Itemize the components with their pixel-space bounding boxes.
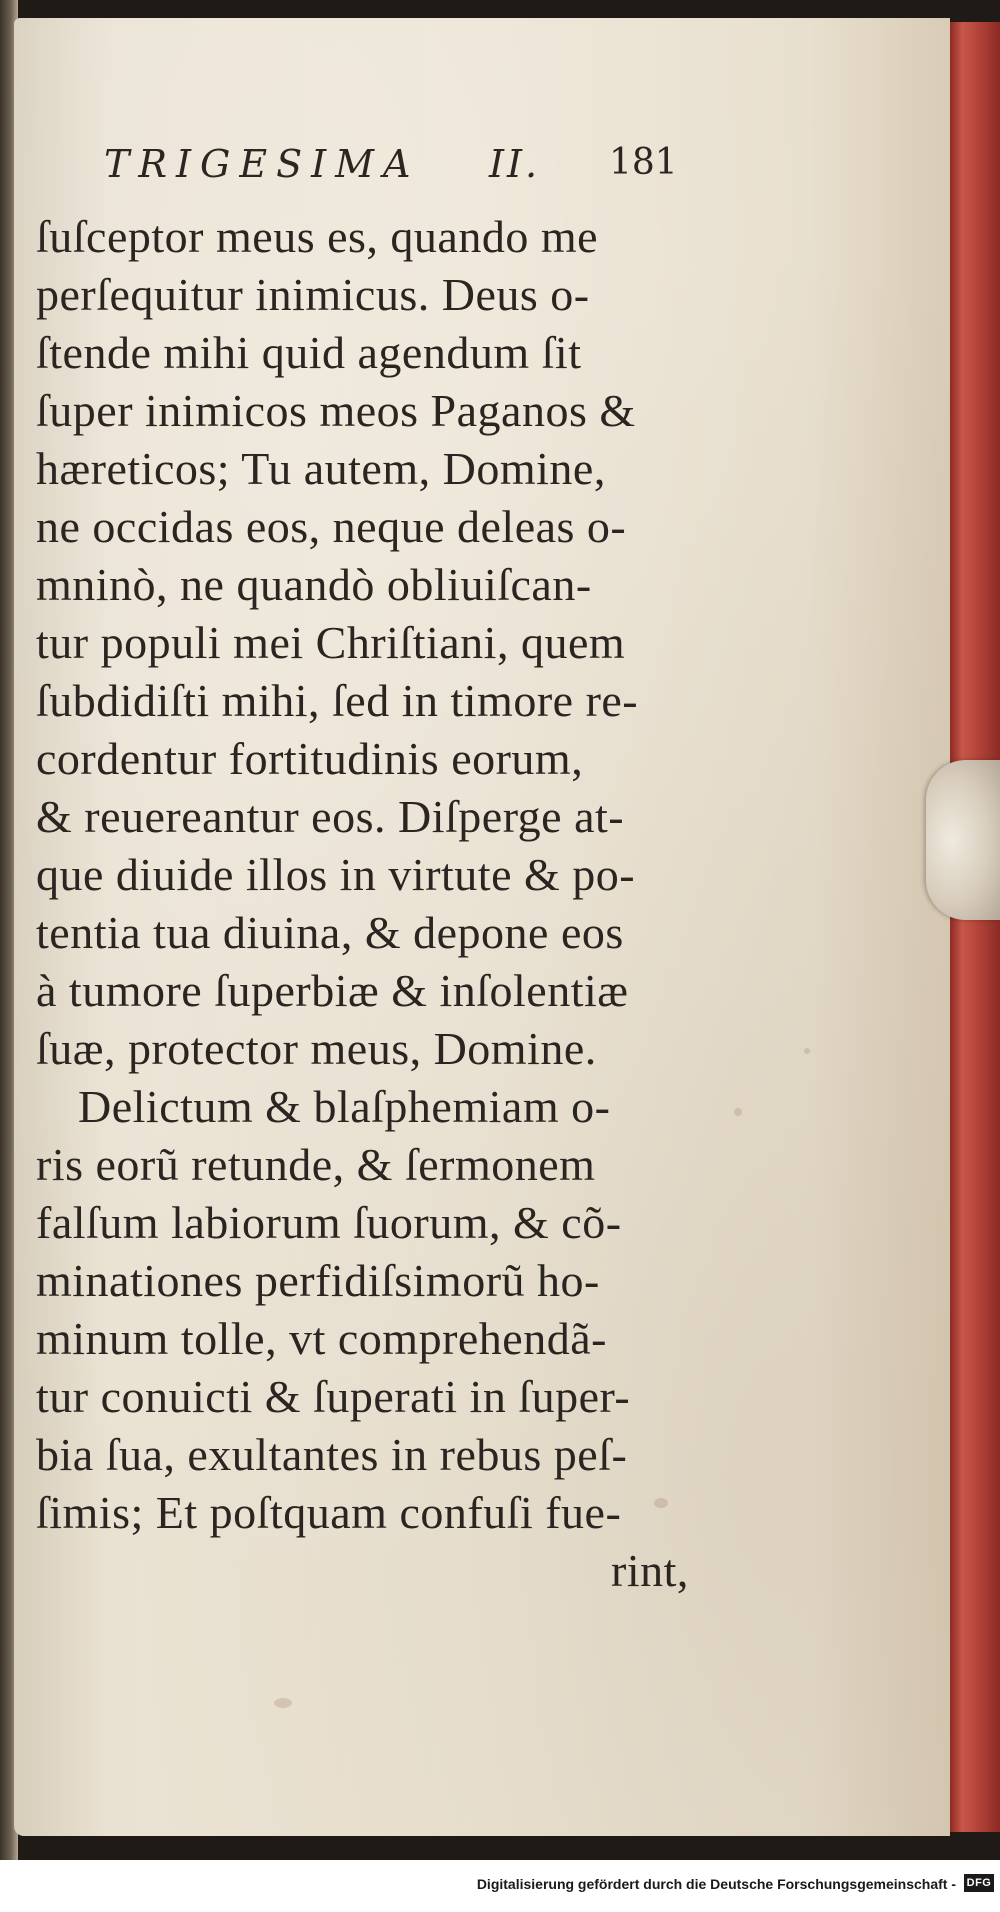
- paper-page: [14, 18, 950, 1836]
- text-line: minum tolle, vt comprehendã-: [36, 1313, 607, 1364]
- paper-stain: [274, 1698, 292, 1708]
- text-line: mninò, ne quandò obliuiſcan-: [36, 559, 592, 610]
- funding-credit: Digitalisierung gefördert durch die Deutsche Forschungsgemeinschaft -: [476, 1876, 956, 1892]
- running-head: [104, 142, 684, 202]
- text-line: bia ſua, exultantes in rebus peſ-: [36, 1429, 628, 1480]
- catchword: rint,: [611, 1545, 689, 1596]
- text-line: & reuereantur eos. Diſperge at-: [36, 791, 625, 842]
- footer-bar: [0, 1860, 1000, 1912]
- running-title: TRIGESIMA: [104, 142, 420, 186]
- paper-stain: [734, 1108, 742, 1116]
- dfg-logo: DFG: [964, 1874, 994, 1892]
- text-line: tentia tua diuina, & depone eos: [36, 907, 624, 958]
- book-clasp: [926, 760, 1000, 920]
- text-line: falſum labiorum ſuorum, & cõ-: [36, 1197, 622, 1248]
- text-line: ſuæ, protector meus, Domine.: [36, 1023, 597, 1074]
- red-fore-edge: [950, 22, 1000, 1832]
- text-line: Delictum & blaſphemiam o-: [78, 1081, 611, 1132]
- text-line: ne occidas eos, neque deleas o-: [36, 501, 627, 552]
- text-line: tur populi mei Chriſtiani, quem: [36, 617, 626, 668]
- text-line: ſuſceptor meus es, quando me: [36, 211, 599, 262]
- running-section: II.: [489, 142, 541, 186]
- text-line: que diuide illos in virtute & po-: [36, 849, 636, 900]
- paper-stain: [804, 1048, 810, 1054]
- text-line: ſimis; Et poſtquam confuſi fue-: [36, 1487, 622, 1538]
- text-line: ſuper inimicos meos Paganos &: [36, 385, 636, 436]
- text-line: ſtende mihi quid agendum ſit: [36, 327, 582, 378]
- text-line: ſubdidiſti mihi, ſed in timore re-: [36, 675, 639, 726]
- text-line: tur conuicti & ſuperati in ſuper-: [36, 1371, 631, 1422]
- text-line: perſequitur inimicus. Deus o-: [36, 269, 590, 320]
- page-number: 181: [609, 142, 678, 183]
- text-line: cordentur fortitudinis eorum,: [36, 733, 584, 784]
- text-line: à tumore ſuperbiæ & inſolentiæ: [36, 965, 629, 1016]
- paper-stain: [654, 1498, 668, 1508]
- text-line: ris eorũ retunde, & ſermonem: [36, 1139, 596, 1190]
- text-line: hæreticos; Tu autem, Domine,: [36, 443, 606, 494]
- text-line: minationes perfidiſsimorũ ho-: [36, 1255, 600, 1306]
